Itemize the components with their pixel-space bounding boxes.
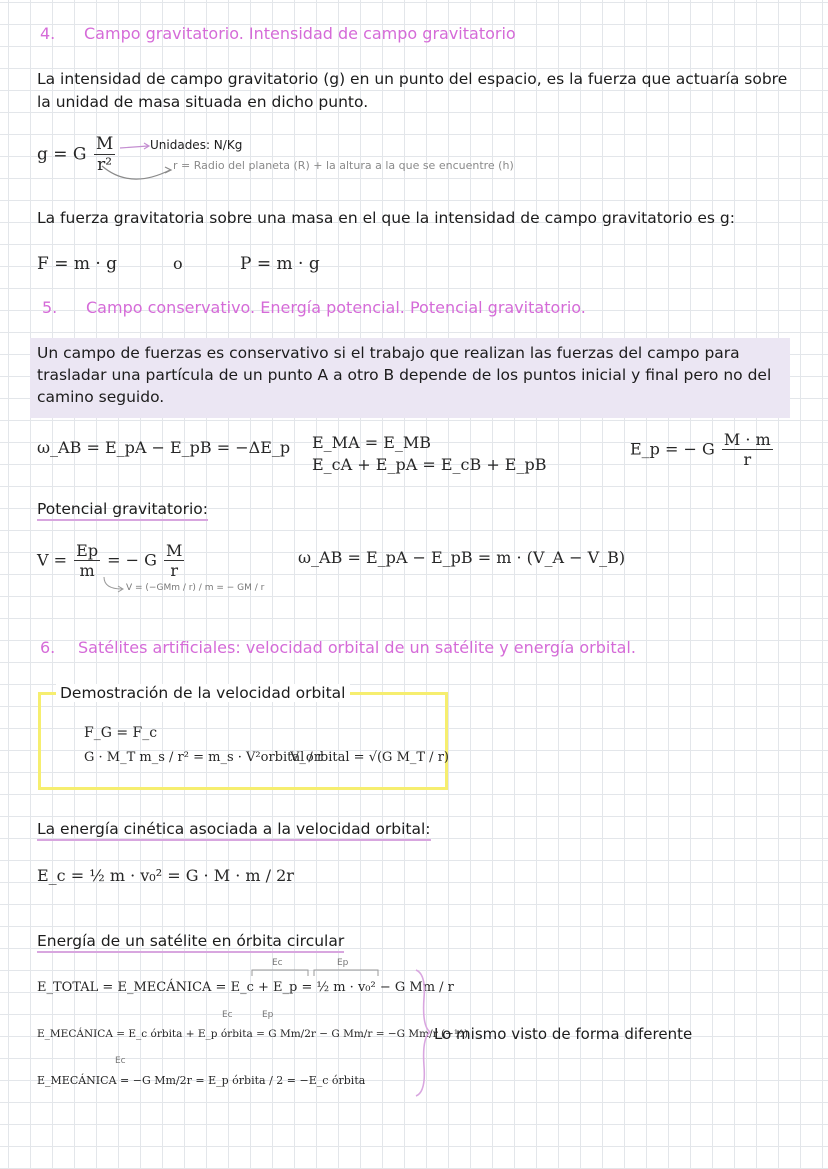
mech-energy-eq1: E_MA = E_MB xyxy=(312,433,432,452)
ep-formula: E_p = − G $\frac{M \cdot m}{r}$ xyxy=(630,430,771,469)
section-5-title: Campo conservativo. Energía potencial. Potencial gravitatorio. xyxy=(86,298,586,317)
same-note: Lo mismo visto de forma diferente xyxy=(434,1025,693,1043)
potential-formula: V = $\frac{Ep}{m}$ = − G $\frac{M}{r}$ xyxy=(37,541,183,580)
orbital-equation: G · M_T m_s / r² = m_s · V²orbital / r xyxy=(84,750,324,765)
formula-f: F = m · g xyxy=(37,254,118,274)
units-label: Unidades: N/Kg xyxy=(150,138,243,152)
section-5-number: 5. xyxy=(42,298,58,317)
label-ec-1: Ec xyxy=(272,958,283,968)
label-ec-2: Ec xyxy=(222,1010,233,1020)
total-energy-brackets xyxy=(250,968,390,978)
potential-heading: Potencial gravitatorio: xyxy=(37,500,208,518)
conservative-definition: Un campo de fuerzas es conservativo si el trabajo que realizan las fuerzas del campo para trasladar una partícula de un punto A a otro B depende de los puntos inicial y final pero no del camino seguido. xyxy=(37,344,772,406)
kinetic-formula: E_c = ½ m · v₀² = G · M · m / 2r xyxy=(37,866,294,885)
mech-energy-short: E_MECÁNICA = −G Mm/2r = E_p órbita / 2 = −E_c órbita xyxy=(37,1074,366,1087)
kinetic-heading: La energía cinética asociada a la velocidad orbital: xyxy=(37,820,431,838)
orbital-demo-box xyxy=(38,692,448,790)
g-numerator: M xyxy=(95,134,114,154)
section-6-title: Satélites artificiales: velocidad orbital de un satélite y energía orbital. xyxy=(78,638,636,657)
label-ep-1: Ep xyxy=(337,958,349,968)
mech-energy-orbit: E_MECÁNICA = E_c órbita + E_p órbita = G Mm/2r − G Mm/r = −G Mm/r (−½) xyxy=(37,1028,469,1040)
orbital-demo-title: Demostración de la velocidad orbital xyxy=(56,684,350,702)
section-4-title: Campo gravitatorio. Intensidad de campo gravitatorio xyxy=(84,24,516,43)
g-denominator: r² xyxy=(97,155,113,175)
mech-energy-eq2: E_cA + E_pA = E_cB + E_pB xyxy=(312,455,547,474)
section-6-heading xyxy=(40,638,636,657)
orbit-energy-heading: Energía de un satélite en órbita circular xyxy=(37,932,344,950)
fg-fc: F_G = F_c xyxy=(84,725,158,741)
gravity-definition-line1: La intensidad de campo gravitatorio (g) en un punto del espacio, es la fuerza que actuaría sobre xyxy=(37,70,788,88)
r-note: r = Radio del planeta (R) + la altura a la que se encuentre (h) xyxy=(173,159,514,172)
section-4-heading xyxy=(40,24,516,43)
label-ec-3: Ec xyxy=(115,1056,126,1066)
g-formula: g = G $\frac{M}{\text{r²}}$ xyxy=(37,134,114,175)
section-6-number: 6. xyxy=(40,638,56,657)
label-ep-2: Ep xyxy=(262,1010,274,1020)
section-5-heading xyxy=(42,298,586,317)
connector-o: o xyxy=(173,254,183,273)
force-text: La fuerza gravitatoria sobre una masa en el que la intensidad de campo gravitatorio es g: xyxy=(37,209,735,227)
curly-brace xyxy=(412,968,432,1098)
total-energy-formula: E_TOTAL = E_MECÁNICA = E_c + E_p = ½ m · v₀² − G Mm / r xyxy=(37,980,454,995)
section-4-number: 4. xyxy=(40,24,56,43)
work-formula: ω_AB = E_pA − E_pB = −ΔE_p xyxy=(37,438,291,457)
potential-derivation: V = (−GMm / r) / m = − GM / r xyxy=(126,583,265,593)
orbital-velocity: V_orbital = √(G M_T / r) xyxy=(290,750,449,765)
gravity-definition-line2: la unidad de masa situada en dicho punto. xyxy=(37,93,369,111)
gravity-definition xyxy=(37,68,807,114)
formula-p: P = m · g xyxy=(240,254,320,274)
work-potential-formula: ω_AB = E_pA − E_pB = m · (V_A − V_B) xyxy=(298,548,626,567)
